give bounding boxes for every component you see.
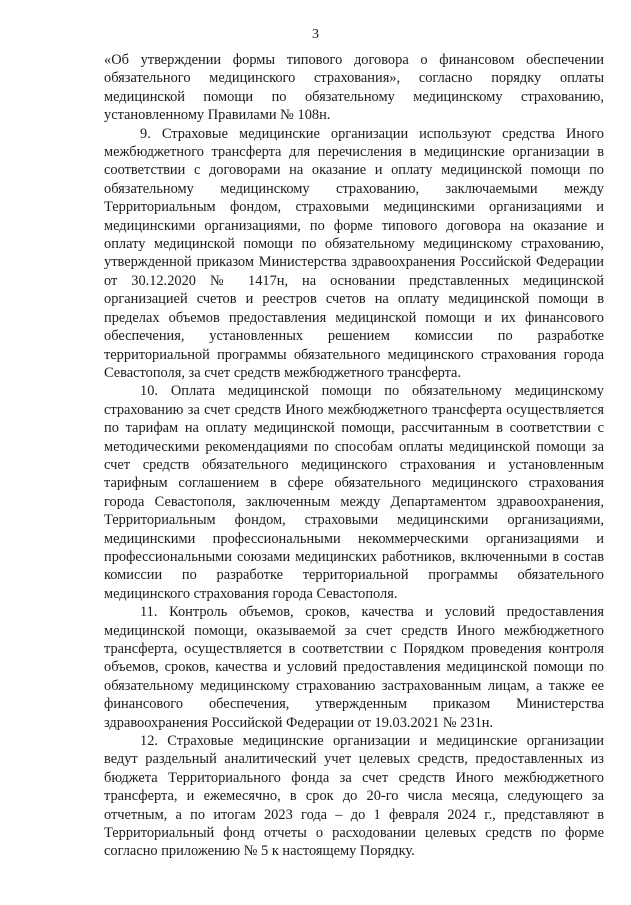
paragraph-item-9: 9. Страховые медицинские организации используют средства Иного межбюджетного трансферта для перечисления в медицинские организации в соответствии с договорами на оказание и оплату медицинской помощи по обязательному медицинскому страхованию, заключаемыми между Территориальным фондом, страховыми медицинскими организациями и медицинскими организациями, по форме типового договора на оказание и оплату медицинской помощи по обязательному медицинскому страхованию, утвержденной приказом Министерства здравоохранения Российской Федерации от 30.12.2020 № 1417н, на основании представленных медицинской организацией счетов и реестров счетов на оплату медицинской помощи в пределах объемов предоставления медицинской помощи и их финансового обеспечения, установленных решением комиссии по разработке территориальной программы обязательного медицинского страхования города Севастополя, за счет средств межбюджетного трансферта. xyxy=(104,125,604,381)
paragraph-item-10: 10. Оплата медицинской помощи по обязательному медицинскому страхованию за счет средств Иного межбюджетного трансферта осуществляется по тарифам на оплату медицинской помощи, рассчитанным в соответствии с методическими рекомендациями по способам оплаты медицинской помощи за счет средств обязательного медицинского страхования и установленным тарифным соглашением в сфере обязательного медицинского страхования города Севастополя, заключенным между Департаментом здравоохранения, Территориальным фондом, страховыми медицинскими организациями, медицинскими профессиональными некоммерческими организациями и профессиональными союзами медицинских работников, включенными в состав комиссии по разработке территориальной программы обязательного медицинского страхования города Севастополя. xyxy=(104,383,604,602)
page-number: 3 xyxy=(312,27,319,42)
document-body xyxy=(104,51,604,861)
paragraph-item-11: 11. Контроль объемов, сроков, качества и условий предоставления медицинской помощи, оказываемой за счет средств Иного межбюджетного трансферта, осуществляется в соответствии с Порядком проведения контроля объемов, сроков, качества и условий предоставления медицинской помощи по обязательному медицинскому страхованию застрахованным лицам, а также ее финансового обеспечения, утвержденным приказом Министерства здравоохранения Российской Федерации от 19.03.2021 № 231н. xyxy=(104,604,604,731)
paragraph-continuation: «Об утверждении формы типового договора о финансовом обеспечении обязательного медицинского страхования», согласно порядку оплаты медицинской помощи по обязательному медицинскому страхованию, установленному Правилами № 108н. xyxy=(104,52,604,124)
paragraph-item-12: 12. Страховые медицинские организации и медицинские организации ведут раздельный аналитический учет целевых средств, предоставленных из бюджета Территориального фонда за счет средств Иного межбюджетного трансферта, и ежемесячно, в срок до 20-го числа месяца, следующего за отчетным, а по итогам 2023 года – до 1 февраля 2024 г., представляют в Территориальный фонд отчеты о расходовании целевых средств по форме согласно приложению № 5 к настоящему Порядку. xyxy=(104,733,604,860)
